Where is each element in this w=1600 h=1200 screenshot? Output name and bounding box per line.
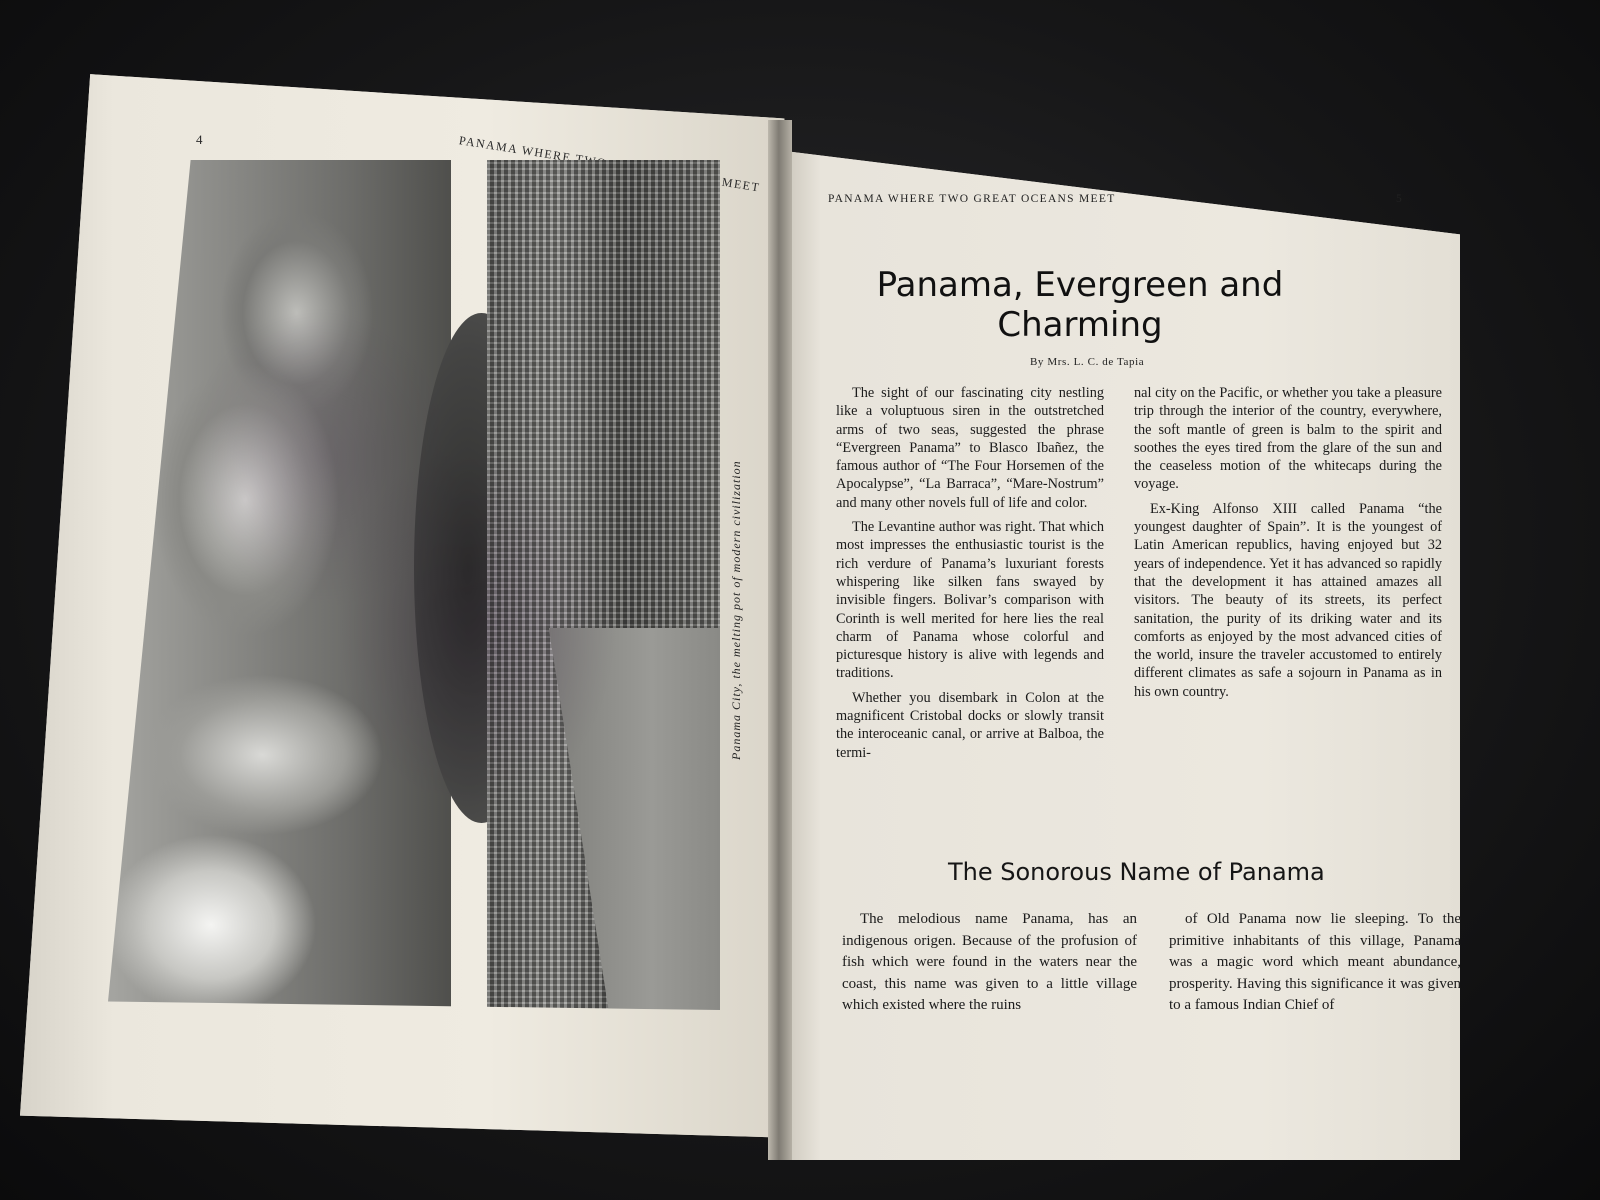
paragraph: The sight of our fascinating city nestling like a voluptuous siren in the outstretched arms of two seas, suggested the phrase “Evergreen Panama” to Blasco Ibañez, the famous author of “The Four Horsemen of the Apocalypse”, “La Barraca”, “Mare-Nostrum” and many other novels full of life and color. bbox=[836, 385, 1104, 511]
right-page-number: 5 bbox=[1395, 193, 1403, 205]
section-column-1 bbox=[842, 909, 1137, 1017]
article-title bbox=[860, 265, 1300, 345]
left-running-header bbox=[196, 132, 763, 195]
left-running-head: PANAMA WHERE MEET bbox=[457, 133, 761, 195]
paragraph: nal city on the Pacific, or whether you take a pleasure trip through the interior of the country, everywhere, the soft mantle of green is balm to the spirit and soothes the eyes tired from the glare of the sun and the ceaseless motion of the whitecaps during the voyage. bbox=[1134, 385, 1442, 493]
article-column-2 bbox=[1134, 384, 1442, 707]
paragraph: Whether you disembark in Colon at the magnificent Cristobal docks or slowly transit the interoceanic canal, or arrive at Balboa, the termi- bbox=[836, 689, 1104, 761]
paragraph: The Levantine author was right. That which most impresses the enthusiastic tourist is the rich verdure of Panama’s luxuriant forests whispering like silken fans swayed by invisible fingers. Bolivar’s comparison with Corinth is well merited for here lies the real charm of Panama whose colorful and picturesque history is alive with legends and traditions. bbox=[836, 519, 1104, 682]
photo-moire bbox=[108, 160, 720, 1010]
right-running-head: PANAMA WHERE TWO GREAT OCEANS MEET bbox=[828, 193, 1116, 205]
title-line-1: Panama, Evergreen and bbox=[876, 265, 1284, 305]
article-byline: By Mrs. L. C. de Tapia bbox=[1030, 356, 1145, 368]
section-subheading: The Sonorous Name of Panama bbox=[948, 858, 1325, 886]
right-running-header bbox=[828, 193, 1403, 205]
panama-city-aerial-photo bbox=[108, 160, 720, 1010]
book-gutter bbox=[768, 120, 792, 1160]
photo-caption: Panama City, the melting pot of modern civilization bbox=[729, 460, 743, 760]
left-page-number: 4 bbox=[196, 132, 204, 147]
section-column-2 bbox=[1169, 909, 1461, 1017]
article-column-1 bbox=[836, 384, 1104, 768]
title-line-2: Charming bbox=[997, 305, 1163, 345]
paragraph: The melodious name Panama, has an indigenous origen. Because of the profusion of fish which were found in the waters near the coast, this name was given to a little village which existed where the ruins bbox=[842, 911, 1137, 1013]
paragraph: of Old Panama now lie sleeping. To the primitive inhabitants of this village, Panama was a magic word which meant abundance, prosperity. Having this significance it was given to a famous Indian Chief of bbox=[1169, 911, 1461, 1013]
paragraph: Ex-King Alfonso XIII called Panama “the youngest daughter of Spain”. It is the youngest of Latin American republics, having enjoyed but 32 years of independence. Yet it has advanced so rapidly that the development it has attained amazes all visitors. The beauty of its streets, its perfect sanitation, the purity of its driking water and its comforts as enjoyed by the most advanced cities of the world, insure the traveler accustomed to entirely different climates as safe a sojourn in Panama as in his own country. bbox=[1134, 500, 1442, 700]
